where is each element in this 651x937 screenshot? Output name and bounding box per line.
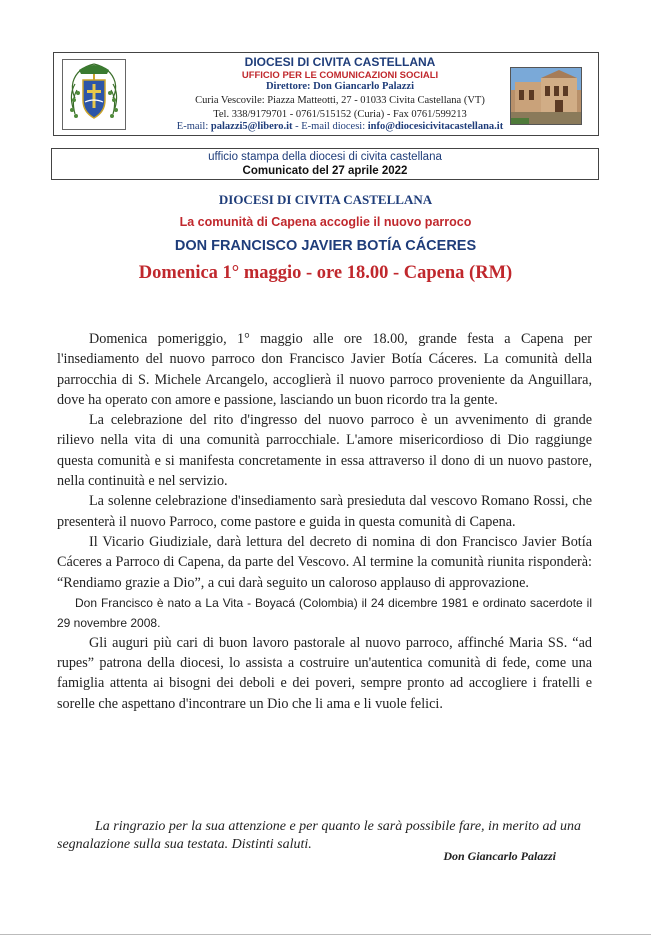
- email-label: E-mail:: [176, 121, 209, 132]
- letterhead-address: Curia Vescovile: Piazza Matteotti, 27 - 01033 Civita Castellana (VT): [195, 95, 485, 106]
- letterhead-phones: Tel. 338/9179701 - 0761/515152 (Curia) - Fax 0761/599213: [213, 109, 467, 120]
- title-event: Domenica 1° maggio - ore 18.00 - Capena (RM): [138, 263, 513, 283]
- letterhead-emails: [120, 121, 560, 132]
- letterhead-director: [150, 81, 530, 92]
- closing-text: La ringrazio per la sua attenzione e per quanto le sarà possibile fare, in merito ad una segnalazione sulla sua testata. Distinti saluti.: [57, 819, 581, 852]
- paragraph-3: La solenne celebrazione d'insediamento sarà presieduta dal vescovo Romano Rossi, che presenterà il nuovo Parroco, come pastore e guida in questa comunità di Capena.: [57, 493, 592, 530]
- director-label: Direttore:: [265, 81, 311, 92]
- press-release-date: Comunicato del 27 aprile 2022: [242, 165, 408, 177]
- paragraph-2: La celebrazione del rito d'ingresso del nuovo parroco è un avvenimento di grande rilievo nella vita di una comunità parrocchiale. L'amore misericordioso di Dio raggiunge questa comunità e si manifesta concretamente in essa attraverso il dono di un nuovo pastore, nella continuità e nel servizio.: [57, 412, 592, 490]
- paragraph-5: Don Francisco è nato a La Vita - Boyacá (Colombia) il 24 dicembre 1981 e ordinato sacerdote il 29 novembre 2008.: [57, 595, 592, 630]
- paragraph-4: Il Vicario Giudiziale, darà lettura del decreto di nomina di don Francisco Javier Botía Cáceres a Parroco di Capena, da parte del Vescovo. Al termine la comunità riunita risponderà: “Rendiamo grazie a Dio”, a cui darà seguito un caloroso applauso di approvazione.: [57, 533, 592, 591]
- letterhead-office: UFFICIO PER LE COMUNICAZIONI SOCIALI: [241, 70, 439, 81]
- paragraph-1: Domenica pomeriggio, 1° maggio alle ore 18.00, grande festa a Capena per l'insediamento del nuovo parroco don Francisco Javier Botía Cáceres. La comunità della parrocchia di S. Michele Arcangelo, accoglierà il nuovo parroco proveniente da Anguillara, dove ha operato con amore e passione, lasciando un buon ricordo tra la gente.: [57, 331, 592, 408]
- press-office-line: ufficio stampa della diocesi di civita castellana: [208, 151, 442, 163]
- letterhead-diocese-name: DIOCESI DI CIVITA CASTELLANA: [244, 55, 436, 69]
- signature: Don Giancarlo Palazzi: [443, 849, 556, 863]
- article-body: [57, 329, 592, 714]
- page-bottom-divider: [0, 934, 651, 935]
- email-link[interactable]: palazzi5@libero.it: [210, 121, 293, 132]
- title-diocese: DIOCESI DI CIVITA CASTELLANA: [218, 192, 433, 207]
- title-priest-name: DON FRANCISCO JAVIER BOTÍA CÁCERES: [174, 238, 477, 254]
- email-diocese-link[interactable]: info@diocesicivitacastellana.it: [367, 121, 504, 132]
- email-diocese-label: - E-mail diocesi:: [292, 121, 366, 132]
- director-name: Don Giancarlo Palazzi: [313, 81, 415, 92]
- coat-of-arms-icon: [62, 59, 126, 130]
- paragraph-6: Gli auguri più cari di buon lavoro pastorale al nuovo parroco, affinché Maria SS. “ad rupes” patrona della diocesi, lo assista a costruire un'autentica comunità di fede, come una famiglia attenta ai bisogni dei deboli e dei poveri, sempre pronto ad accogliere i fratelli e sorelle che aspettano d'incontrare un Dio che li ama e li vuole felici.: [57, 634, 592, 712]
- title-subtitle: La comunità di Capena accoglie il nuovo parroco: [179, 215, 472, 229]
